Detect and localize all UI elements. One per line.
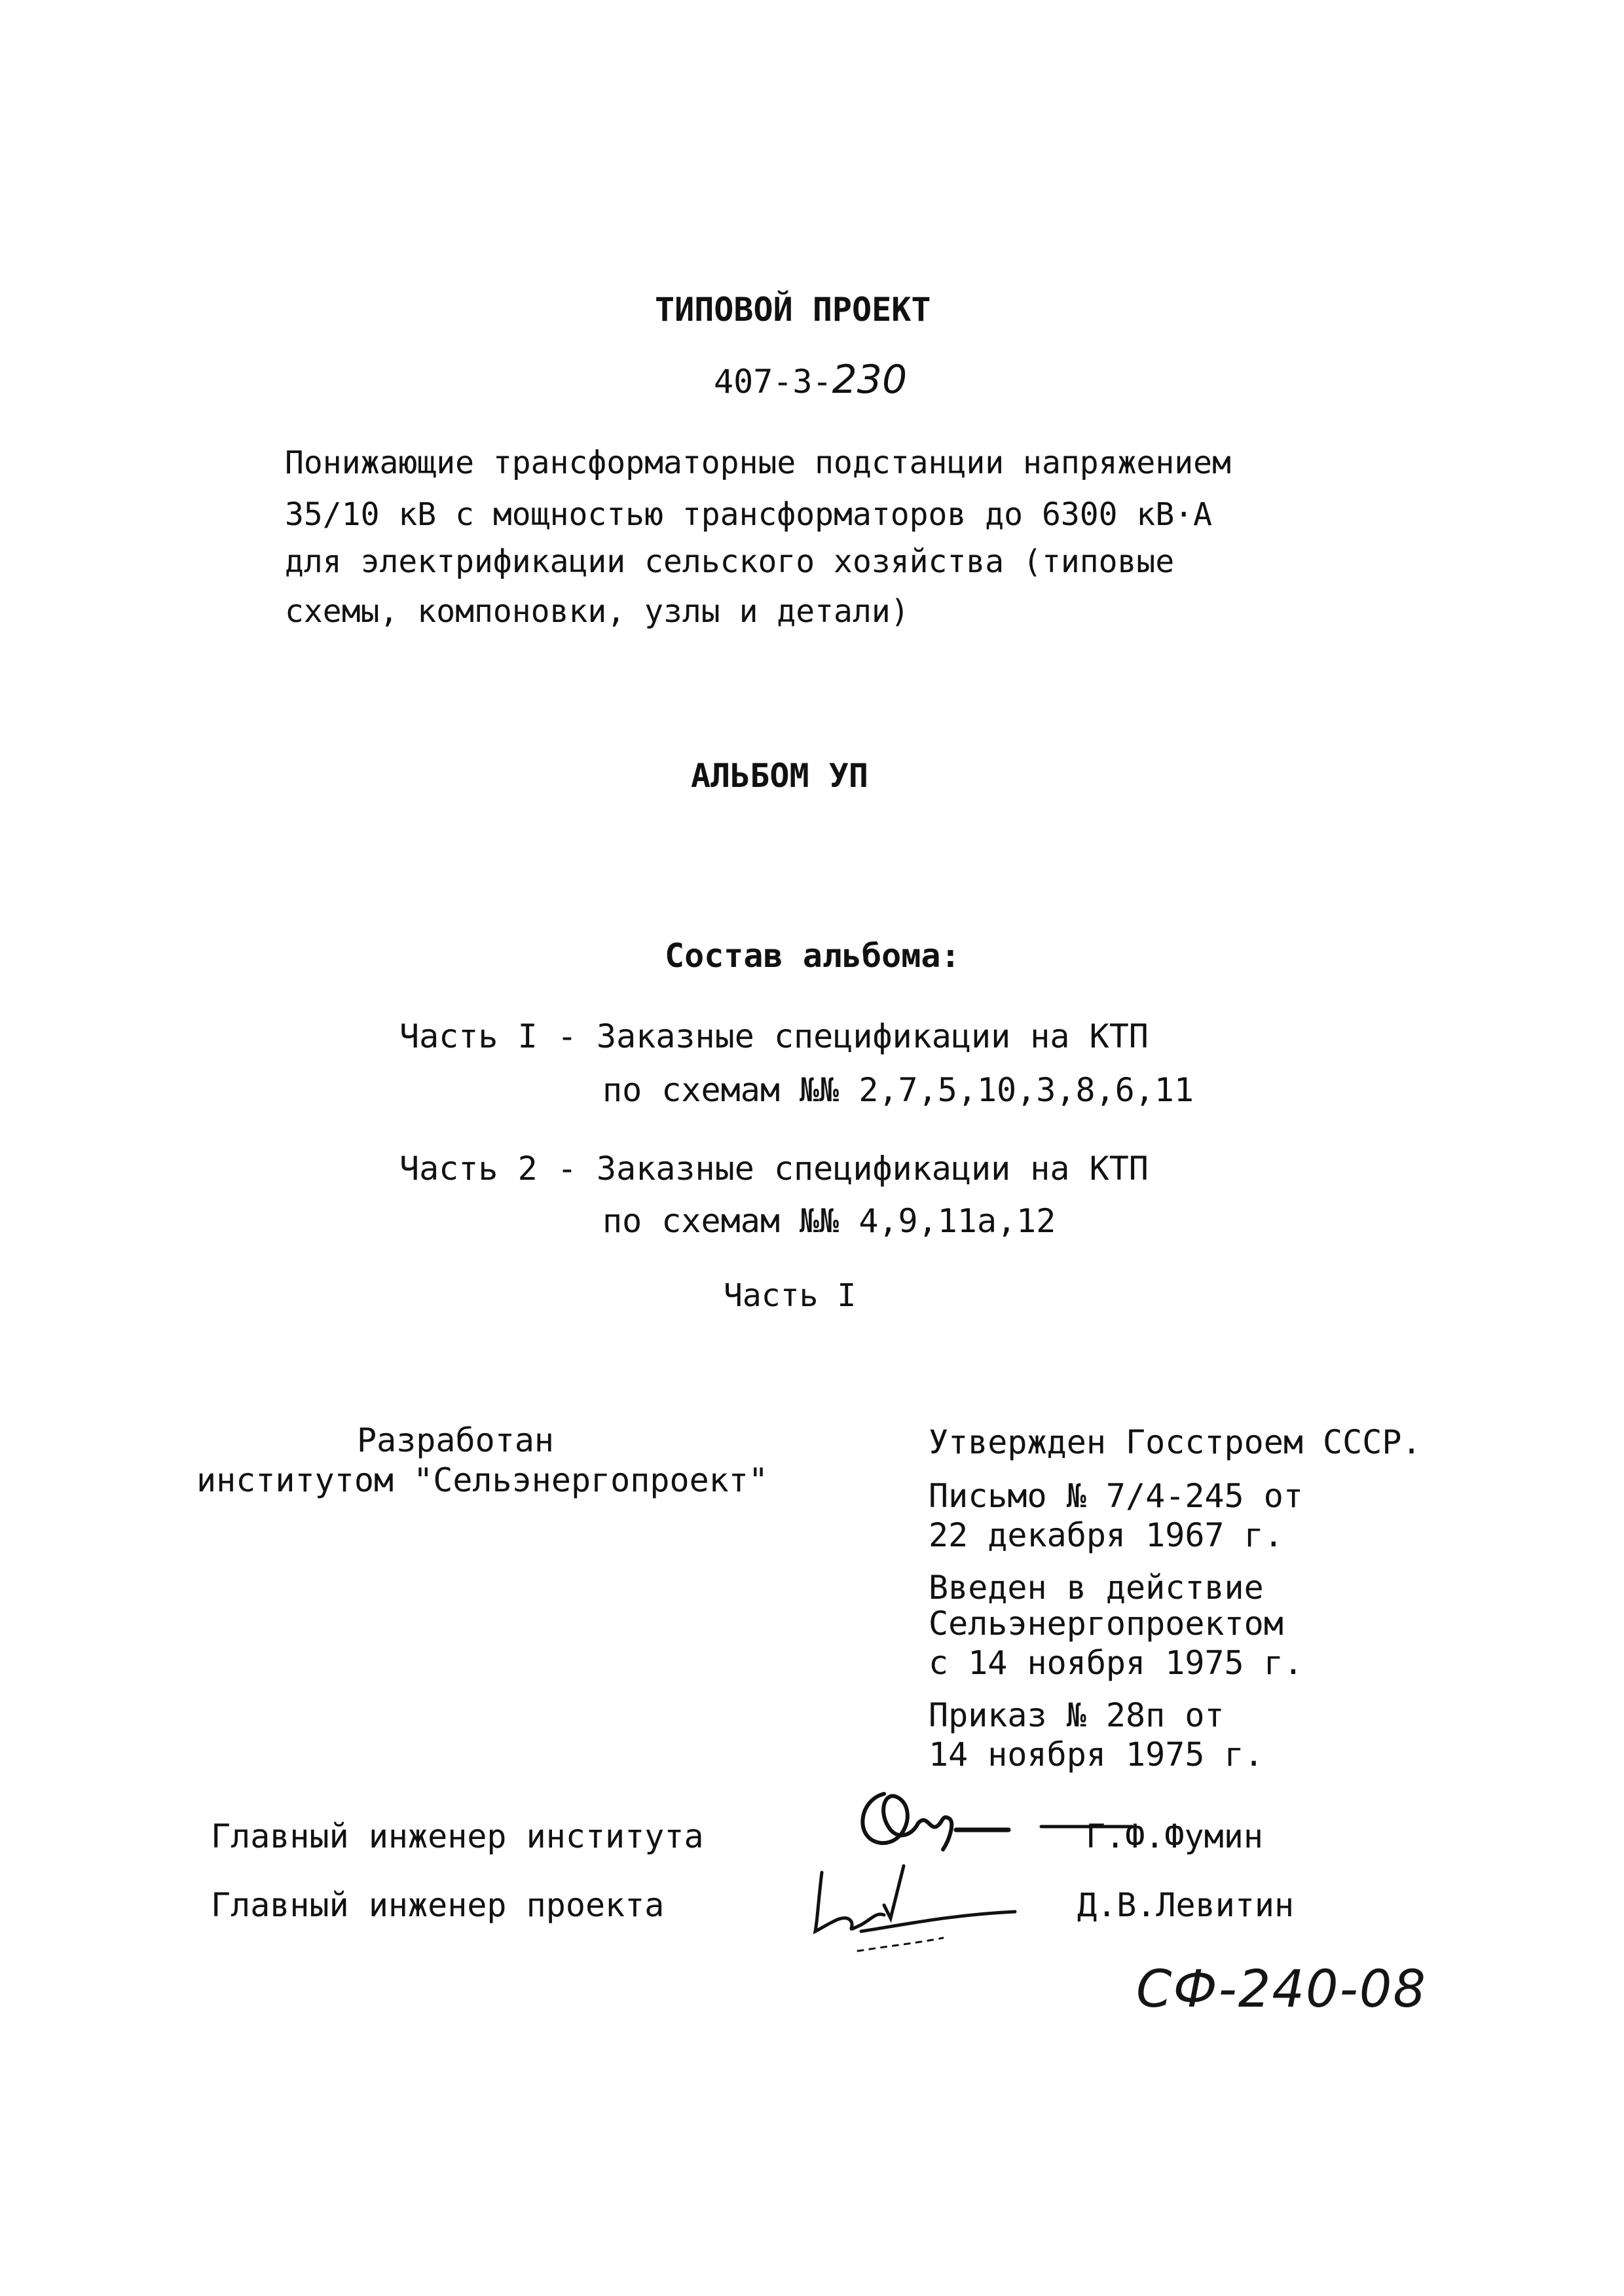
part-1-schemes: по схемам №№ 2,7,5,10,3,8,6,11 [602,1071,1194,1109]
part-2-title: Часть 2 - Заказные спецификации на КТП [399,1150,1149,1188]
chief-engineer-institute-name: Г.Ф.Фумин [1086,1817,1263,1855]
approval-line-3: 22 декабря 1967 г. [929,1516,1283,1554]
project-number-prefix: 407-3- [714,363,832,401]
approval-line-4: Введен в действие [929,1569,1264,1607]
description-line-3: для электрификации сельского хозяйства (типовые [285,543,1175,580]
archive-code: СФ-240-08 [1136,1960,1428,2019]
album-title: АЛЬБОМ УП [691,757,868,795]
part-2-schemes: по схемам №№ 4,9,11а,12 [602,1202,1056,1240]
handwritten-signature-2 [799,1859,1028,1964]
approval-line-5: Сельэнергопроектом [929,1605,1283,1643]
approval-line-6: с 14 ноября 1975 г. [929,1644,1303,1682]
chief-engineer-institute-role: Главный инженер института [211,1817,704,1855]
chief-engineer-project-name: Д.В.Левитин [1077,1886,1295,1924]
description-line-4: схемы, компоновки, узлы и детали) [285,593,910,630]
approval-line-1: Утвержден Госстроем СССР. [929,1423,1422,1461]
project-number [714,357,908,403]
current-part-label: Часть I [724,1277,857,1314]
developed-by-institute: институтом "Сельэнергопроект" [196,1461,768,1499]
approval-line-2: Письмо № 7/4-245 от [929,1477,1303,1515]
chief-engineer-project-role: Главный инженер проекта [211,1886,665,1924]
description-line-2: 35/10 кВ с мощностью трансформаторов до 6300 кВ·А [285,496,1213,533]
approval-line-8: 14 ноября 1975 г. [929,1736,1264,1774]
document-type-title: ТИПОВОЙ ПРОЕКТ [655,291,931,329]
description-line-1: Понижающие трансформаторные подстанции напряжением [285,445,1231,481]
contents-title: Состав альбома: [665,937,961,975]
project-number-suffix: 230 [832,357,908,403]
part-1-title: Часть I - Заказные спецификации на КТП [399,1017,1149,1055]
developed-by-label: Разработан [357,1421,555,1459]
approval-line-7: Приказ № 28п от [929,1696,1225,1734]
